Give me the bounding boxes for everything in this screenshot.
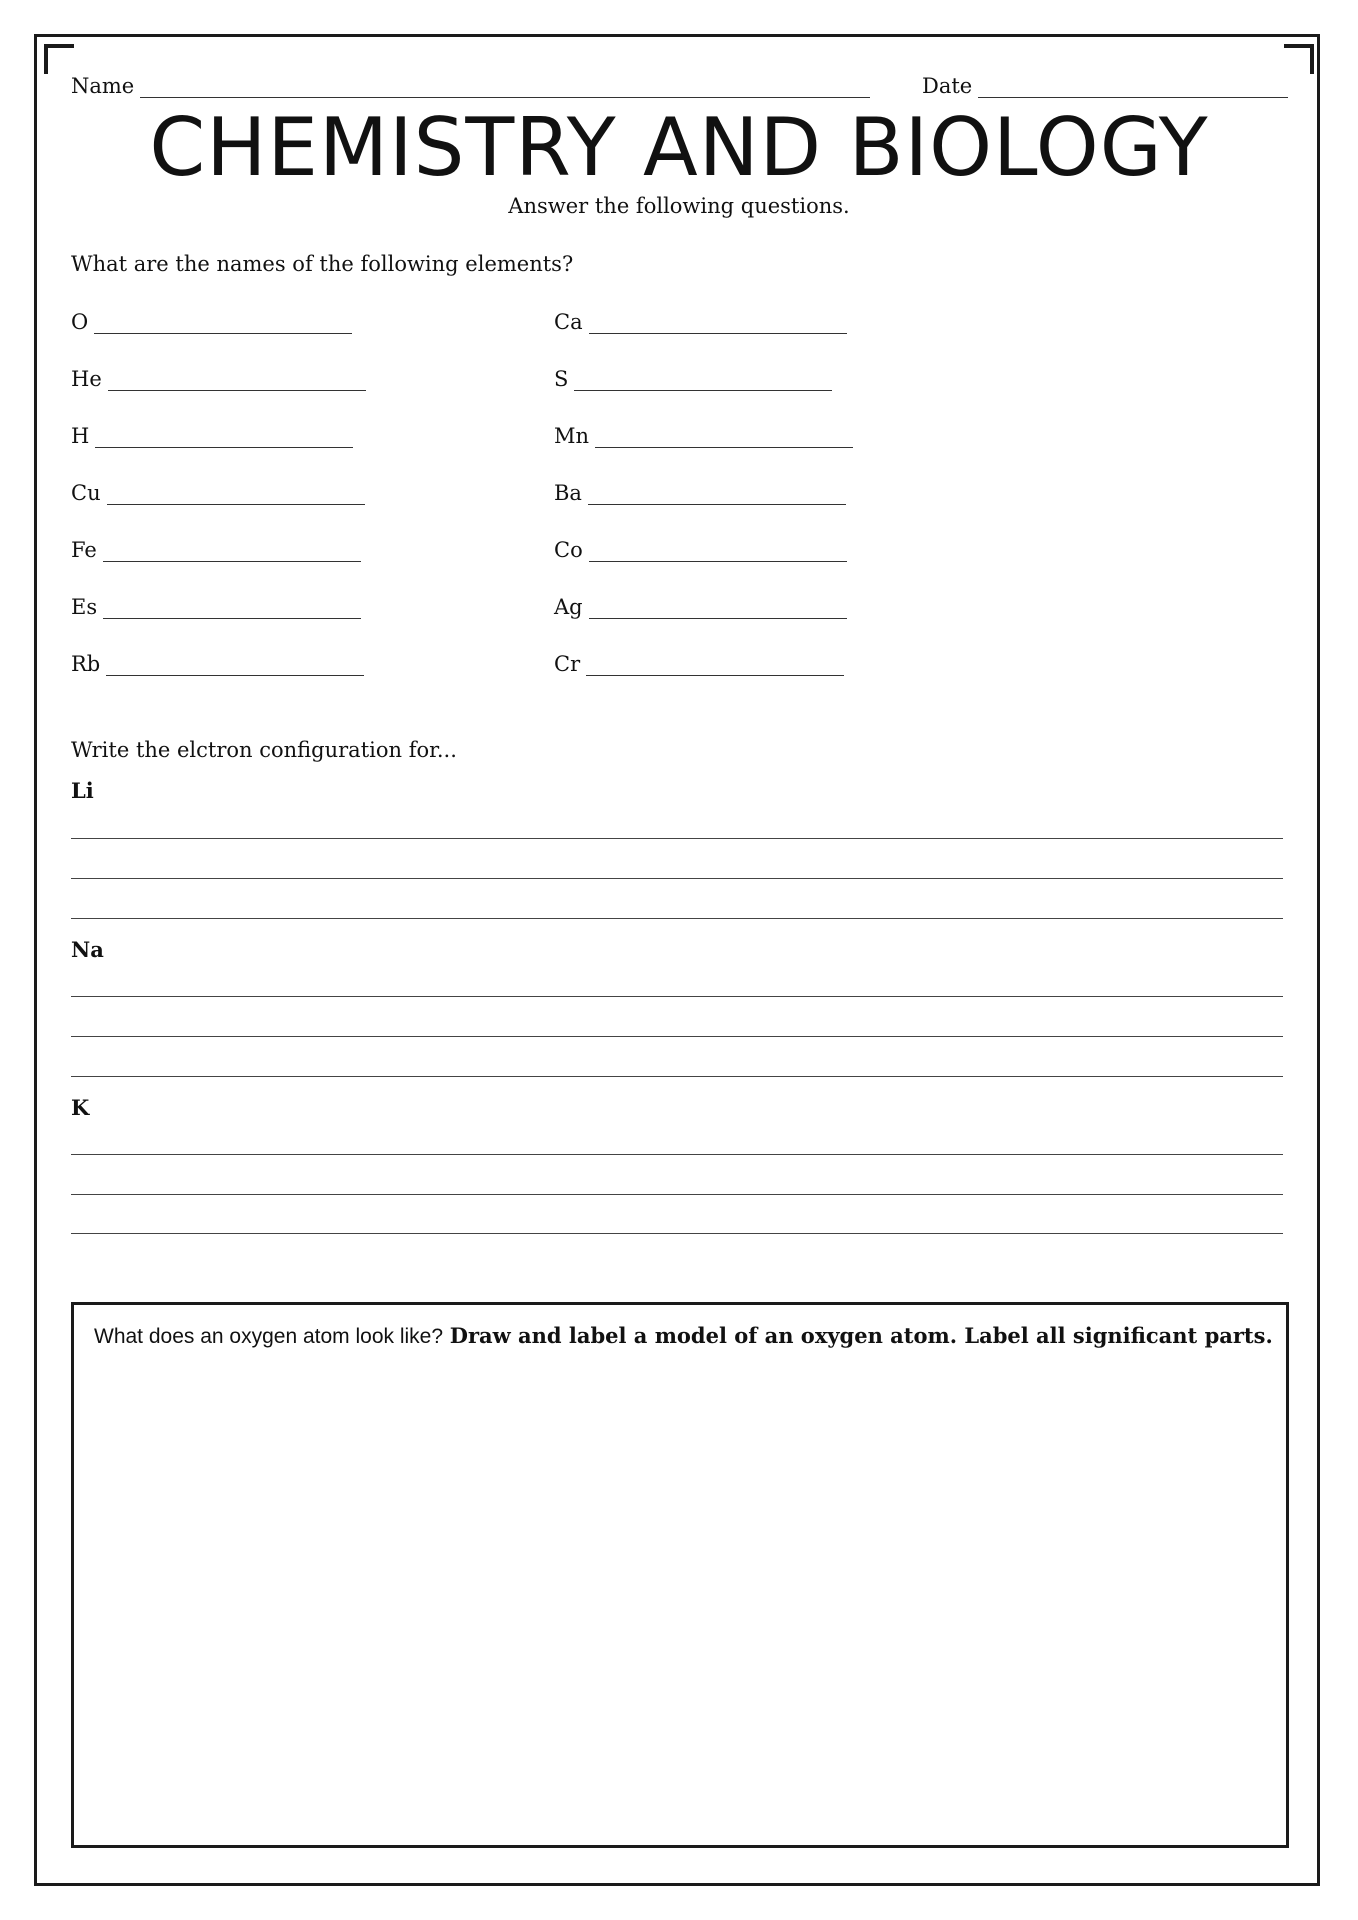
writing-line[interactable] <box>71 878 1283 879</box>
electron-config-question: Write the elctron configuration for... <box>71 738 457 762</box>
element-item-right[interactable] <box>554 367 832 391</box>
element-item-right[interactable] <box>554 424 853 448</box>
corner-mark-top-left <box>44 44 74 74</box>
element-item-left[interactable] <box>71 595 361 619</box>
name-field[interactable] <box>71 74 870 98</box>
answer-line[interactable] <box>103 596 361 619</box>
answer-line[interactable] <box>589 311 847 334</box>
element-symbol: Cu <box>71 481 101 505</box>
element-symbol: He <box>71 367 102 391</box>
element-symbol: Rb <box>71 652 101 676</box>
date-label: Date <box>922 74 973 98</box>
element-symbol: H <box>71 424 90 448</box>
drawing-prompt-question: What does an oxygen atom look like? <box>94 1325 444 1348</box>
element-item-right[interactable] <box>554 652 844 676</box>
element-symbol: Es <box>71 595 98 619</box>
element-item-right[interactable] <box>554 538 847 562</box>
answer-line[interactable] <box>586 653 844 676</box>
name-label: Name <box>71 74 135 98</box>
element-symbol: O <box>71 310 89 334</box>
element-item-right[interactable] <box>554 481 846 505</box>
answer-line[interactable] <box>595 425 853 448</box>
answer-line[interactable] <box>589 539 847 562</box>
name-blank-line[interactable] <box>140 75 870 98</box>
element-symbol: Ag <box>554 595 583 619</box>
writing-line[interactable] <box>71 1233 1283 1234</box>
answer-line[interactable] <box>106 653 364 676</box>
answer-line[interactable] <box>574 368 832 391</box>
element-names-question: What are the names of the following elements? <box>71 252 574 276</box>
element-symbol: Cr <box>554 652 581 676</box>
element-item-left[interactable] <box>71 310 352 334</box>
element-item-left[interactable] <box>71 367 366 391</box>
drawing-prompt-instruction: Draw and label a model of an oxygen atom. Label all significant parts. <box>449 1323 1273 1348</box>
date-blank-line[interactable] <box>978 75 1288 98</box>
element-item-right[interactable] <box>554 310 847 334</box>
element-item-left[interactable] <box>71 424 353 448</box>
config-label-k: K <box>71 1095 90 1120</box>
writing-line[interactable] <box>71 1076 1283 1077</box>
element-symbol: Fe <box>71 538 97 562</box>
config-label-li: Li <box>71 778 94 803</box>
drawing-prompt <box>94 1323 1273 1349</box>
corner-mark-top-right <box>1284 44 1314 74</box>
writing-line[interactable] <box>71 1194 1283 1195</box>
element-symbol: Ba <box>554 481 582 505</box>
element-symbol: Mn <box>554 424 590 448</box>
writing-line[interactable] <box>71 996 1283 997</box>
writing-line[interactable] <box>71 1154 1283 1155</box>
drawing-area[interactable] <box>71 1302 1289 1848</box>
answer-line[interactable] <box>108 368 366 391</box>
element-symbol: S <box>554 367 569 391</box>
element-item-left[interactable] <box>71 538 361 562</box>
writing-line[interactable] <box>71 1036 1283 1037</box>
element-symbol: Ca <box>554 310 583 334</box>
element-item-right[interactable] <box>554 595 847 619</box>
answer-line[interactable] <box>95 425 353 448</box>
page-title: CHEMISTRY AND BIOLOGY <box>149 101 1209 194</box>
config-label-na: Na <box>71 937 104 962</box>
writing-line[interactable] <box>71 918 1283 919</box>
answer-line[interactable] <box>103 539 361 562</box>
answer-line[interactable] <box>588 482 846 505</box>
element-symbol: Co <box>554 538 583 562</box>
date-field[interactable] <box>922 74 1288 98</box>
answer-line[interactable] <box>94 311 352 334</box>
writing-line[interactable] <box>71 838 1283 839</box>
answer-line[interactable] <box>589 596 847 619</box>
answer-line[interactable] <box>107 482 365 505</box>
element-item-left[interactable] <box>71 481 365 505</box>
element-item-left[interactable] <box>71 652 364 676</box>
page-subtitle: Answer the following questions. <box>508 194 850 218</box>
